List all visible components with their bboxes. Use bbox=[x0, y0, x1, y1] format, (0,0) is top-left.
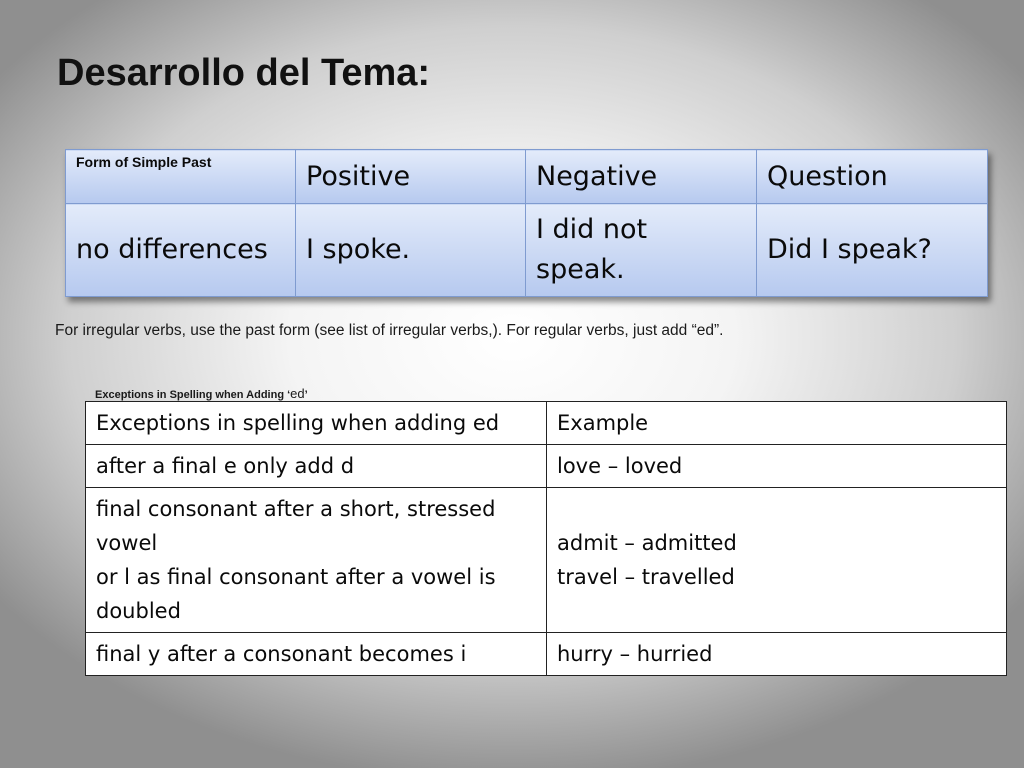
irregular-verbs-note: For irregular verbs, use the past form (see list of irregular verbs,). For regular verbs, just add “ed”. bbox=[55, 322, 724, 339]
rule-line: final consonant after a short, stressed vowel bbox=[96, 497, 496, 555]
rule-cell bbox=[86, 445, 547, 488]
header-question: Question bbox=[757, 150, 988, 204]
rule-cell bbox=[86, 633, 547, 676]
header-positive: Positive bbox=[296, 150, 526, 204]
rule-line: after a final e only add d bbox=[96, 454, 355, 478]
rule-line: or l as final consonant after a vowel is doubled bbox=[96, 565, 496, 623]
exceptions-caption-text: Exceptions in Spelling when Adding ‘ bbox=[95, 389, 291, 401]
simple-past-table bbox=[65, 149, 988, 297]
header-example: Example bbox=[547, 402, 1007, 445]
exceptions-table bbox=[85, 401, 1007, 676]
exceptions-caption-ed: ed bbox=[290, 386, 305, 401]
example-line: travel – travelled bbox=[557, 565, 735, 589]
example-line: love – loved bbox=[557, 454, 683, 478]
header-form-of-simple-past: Form of Simple Past bbox=[66, 150, 296, 204]
example-cell bbox=[547, 488, 1007, 633]
slide-title: Desarrollo del Tema: bbox=[57, 52, 431, 94]
table-row bbox=[86, 445, 1007, 488]
example-cell bbox=[547, 445, 1007, 488]
rule-line: final y after a consonant becomes i bbox=[96, 642, 467, 666]
simple-past-row bbox=[66, 204, 988, 297]
simple-past-header-row bbox=[66, 150, 988, 204]
cell-negative-example: I did not speak. bbox=[526, 204, 757, 297]
header-negative: Negative bbox=[526, 150, 757, 204]
table-row bbox=[86, 488, 1007, 633]
table-row bbox=[86, 633, 1007, 676]
example-line: admit – admitted bbox=[557, 531, 737, 555]
exceptions-header-row bbox=[86, 402, 1007, 445]
exceptions-caption bbox=[95, 386, 308, 401]
cell-positive-example: I spoke. bbox=[296, 204, 526, 297]
header-exceptions: Exceptions in spelling when adding ed bbox=[86, 402, 547, 445]
cell-no-differences: no differences bbox=[66, 204, 296, 297]
example-cell bbox=[547, 633, 1007, 676]
cell-question-example: Did I speak? bbox=[757, 204, 988, 297]
example-line: hurry – hurried bbox=[557, 642, 713, 666]
exceptions-caption-close: ’ bbox=[304, 389, 308, 401]
rule-cell bbox=[86, 488, 547, 633]
